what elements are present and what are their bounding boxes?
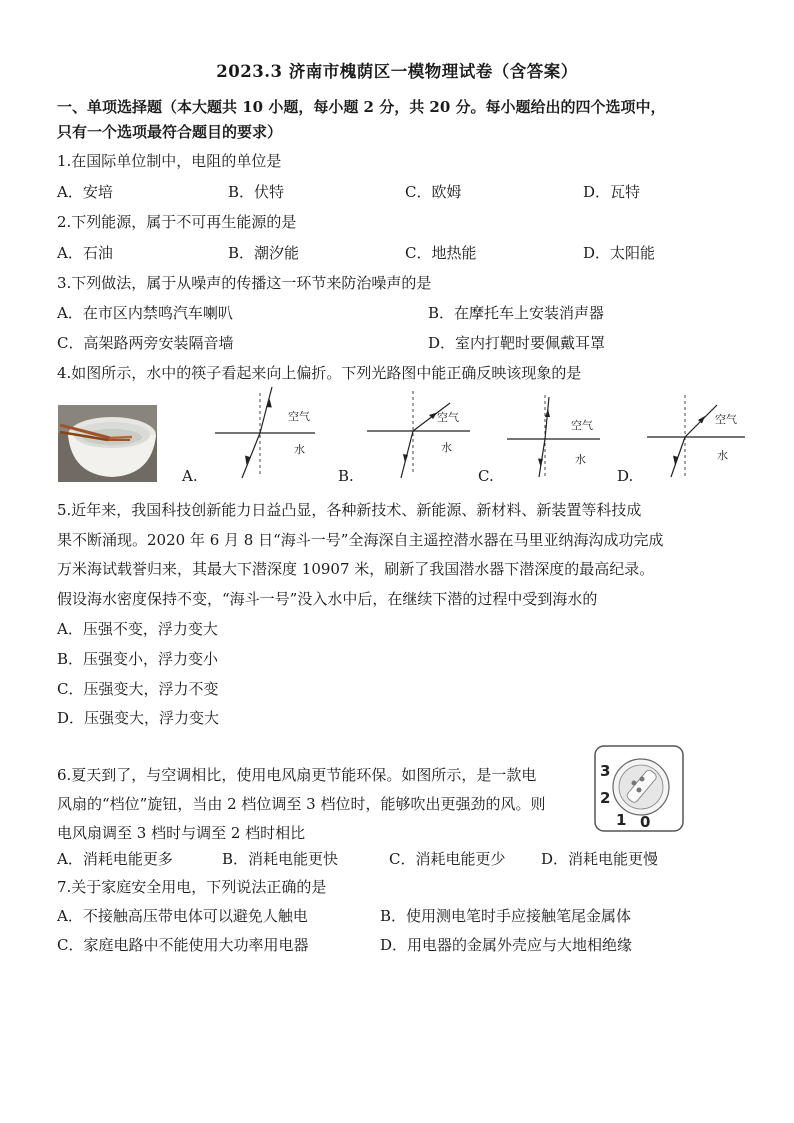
q1-option-d: D．瓦特 (583, 183, 641, 201)
q6-option-d: D．消耗电能更慢 (541, 850, 659, 868)
page-title: 2023.3 济南市槐荫区一模物理试卷（含答案） (216, 62, 578, 81)
q2-option-c: C．地热能 (405, 244, 477, 262)
q6-line2: 风扇的“档位”旋钮，当由 2 档位调至 3 档位时，能够吹出更强劲的风。则 (57, 795, 546, 813)
q1-stem: 1.在国际单位制中，电阻的单位是 (57, 152, 282, 170)
knob-label-2: 2 (600, 789, 611, 807)
section-heading-line2: 只有一个选项最符合题目的要求） (57, 123, 283, 141)
q7-option-c: C．家庭电路中不能使用大功率用电器 (57, 936, 309, 954)
q5-option-c: C．压强变大，浮力不变 (57, 680, 219, 698)
q1-option-b: B．伏特 (228, 183, 285, 201)
q2-option-b: B．潮汐能 (228, 244, 300, 262)
q5-line3: 万米海试载誉归来，其最大下潜深度 10907 米，刷新了我国潜水器下潜深度的最高纪录。 (57, 560, 655, 578)
q2-option-d: D．太阳能 (583, 244, 656, 262)
q6-line3: 电风扇调至 3 档时与调至 2 档时相比 (57, 824, 306, 842)
diagram-d-water-label: 水 (717, 449, 728, 462)
q2-option-a: A．石油 (57, 244, 113, 262)
q5-option-a: A．压强不变，浮力变大 (57, 620, 218, 638)
fan-speed-knob-image (594, 745, 684, 832)
q4-option-d: D. (617, 467, 634, 485)
q4-stem: 4.如图所示，水中的筷子看起来向上偏折。下列光路图中能正确反映该现象的是 (57, 364, 582, 382)
q1-option-a: A．安培 (57, 183, 113, 201)
q5-option-d: D．压强变大，浮力变大 (57, 709, 220, 727)
q5-line1: 5.近年来，我国科技创新能力日益凸显，各种新技术、新能源、新材料、新装置等科技成 (57, 501, 642, 519)
diagram-d (645, 385, 755, 480)
diagram-a-air-label: 空气 (288, 410, 310, 423)
diagram-b-air-label: 空气 (437, 411, 459, 424)
q5-line4: 假设海水密度保持不变，“海斗一号”没入水中后，在继续下潜的过程中受到海水的 (57, 590, 598, 608)
q7-option-d: D．用电器的金属外壳应与大地相绝缘 (380, 936, 633, 954)
q3-stem: 3.下列做法，属于从噪声的传播这一环节来防治噪声的是 (57, 274, 432, 292)
q5-option-b: B．压强变小，浮力变小 (57, 650, 219, 668)
bowl-chopsticks-photo (58, 405, 157, 482)
knob-label-3: 3 (600, 762, 611, 780)
q7-option-b: B．使用测电笔时手应接触笔尾金属体 (380, 907, 632, 925)
diagram-a (210, 385, 320, 480)
q7-stem: 7.关于家庭安全用电，下列说法正确的是 (57, 878, 327, 896)
q5-line2: 果不断涌现。2020 年 6 月 8 日“海斗一号”全海深自主遥控潜水器在马里亚纳海沟成功完成 (57, 531, 664, 549)
q3-option-d: D．室内打靶时要佩戴耳罩 (428, 334, 606, 352)
q7-option-a: A．不接触高压带电体可以避免人触电 (57, 907, 308, 925)
q2-stem: 2.下列能源，属于不可再生能源的是 (57, 213, 297, 231)
knob-label-1: 1 (616, 811, 627, 829)
q4-option-b: B. (338, 467, 354, 485)
diagram-c-water-label: 水 (575, 453, 586, 466)
q4-option-a: A. (182, 467, 198, 485)
diagram-a-water-label: 水 (294, 443, 305, 456)
q4-option-c: C. (478, 467, 494, 485)
diagram-b-water-label: 水 (441, 441, 452, 454)
q3-option-a: A．在市区内禁鸣汽车喇叭 (57, 304, 233, 322)
diagram-c (505, 385, 615, 480)
diagram-b (365, 385, 475, 480)
q6-line1: 6.夏天到了，与空调相比，使用电风扇更节能环保。如图所示，是一款电 (57, 766, 537, 784)
q6-option-b: B．消耗电能更快 (222, 850, 339, 868)
q1-option-c: C．欧姆 (405, 183, 462, 201)
diagram-d-air-label: 空气 (715, 413, 737, 426)
q6-option-c: C．消耗电能更少 (389, 850, 506, 868)
q6-option-a: A．消耗电能更多 (57, 850, 173, 868)
diagram-c-air-label: 空气 (571, 419, 593, 432)
knob-label-0: 0 (640, 813, 651, 831)
section-heading-line1: 一、单项选择题（本大题共 10 小题，每小题 2 分，共 20 分。每小题给出的四个选项中， (57, 98, 666, 116)
q3-option-c: C．高架路两旁安装隔音墙 (57, 334, 234, 352)
q3-option-b: B．在摩托车上安装消声器 (428, 304, 605, 322)
